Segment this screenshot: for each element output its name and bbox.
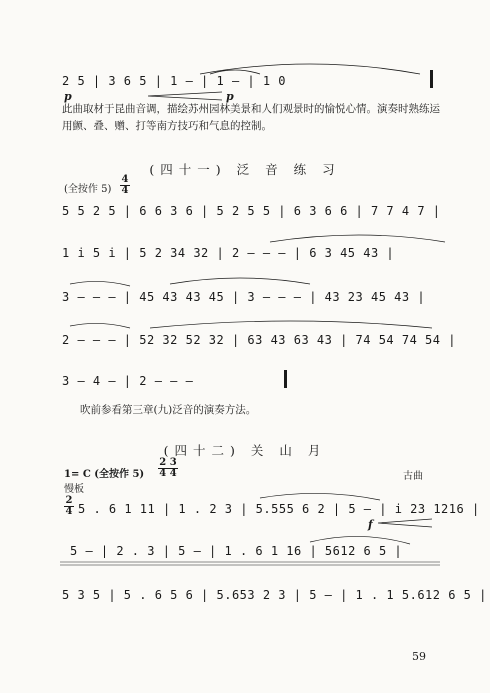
dynamic-p-right: p [226, 90, 234, 103]
ex41-key: (全按作 5) [64, 184, 112, 195]
top-notation-line [62, 74, 434, 88]
dynamic-p-left: p [64, 90, 72, 103]
ex42-time-bottom: 4 4 [159, 468, 177, 479]
ex42-row-1: 5 . 6 1 11 | 1 . 2 3 | 5.555 6 2 | 5 – | i 23 1216 | [78, 502, 480, 516]
ex42-row1-time-bottom: 4 [65, 506, 73, 517]
ex42-key: 1= C (全按作 5) [64, 469, 145, 480]
top-final-barline [430, 70, 433, 88]
ex41-row-3: 3 – – – | 45 43 43 45 | 3 – – – | 43 23 45 43 | [62, 290, 426, 304]
top-notation-notes: 2 5 | 3 6 5 | 1 – | 1 – | 1 0 [62, 74, 287, 88]
ex41-row-4: 2 – – – | 52 32 52 32 | 63 43 63 43 | 74 54 74 54 | [62, 333, 456, 347]
intro-paragraph: 此曲取材于昆曲音调，描绘苏州园林美景和人们观景时的愉悦心情。演奏时熟练运用颤、叠、赠、打等南方技巧和气息的控制。 [62, 103, 440, 132]
ex42-dynamic-f: f [368, 518, 373, 531]
ex42-title: (四十二) 关 山 月 [163, 443, 327, 458]
ex41-note: 吹前参看第三章(九)泛音的演奏方法。 [80, 404, 257, 416]
ex41-row-1: 5 5 2 5 | 6 6 3 6 | 5 2 5 5 | 6 3 6 6 | 7 7 4 7 | [62, 204, 441, 218]
ex41-row-5: 3 – 4 – | 2 – – – [62, 374, 194, 388]
ex42-row-2: 5 – | 2 . 3 | 5 – | 1 . 6 1 16 | 5612 6 5 | [70, 544, 403, 558]
ex42-time-signature [158, 458, 178, 479]
ex42-row1-time-top: 2 [65, 495, 73, 506]
ex41-final-barline [284, 370, 287, 388]
ex41-time-bottom: 4 [121, 185, 129, 196]
ex42-slurs [60, 490, 487, 610]
page-number: 59 [412, 650, 426, 663]
ex41-time-top: 4 [121, 174, 129, 185]
ex42-composer: 古曲 [403, 471, 423, 482]
ex41-slurs [60, 190, 456, 390]
ex42-time-top: 2 3 [159, 457, 177, 468]
ex42-tempo: 慢板 [64, 484, 84, 495]
top-hairpin [146, 91, 226, 101]
top-slurs [60, 60, 440, 76]
ex41-title: (四十一) 泛 音 练 习 [149, 162, 341, 177]
ex41-row-2: 1 i 5 i | 5 2 34 32 | 2 – – – | 6 3 45 43 | [62, 246, 395, 260]
ex42-row-3: 5 3 5 | 5 . 6 5 6 | 5.653 2 3 | 5 – | 1 . 1 5.612 6 5 | [62, 588, 487, 602]
